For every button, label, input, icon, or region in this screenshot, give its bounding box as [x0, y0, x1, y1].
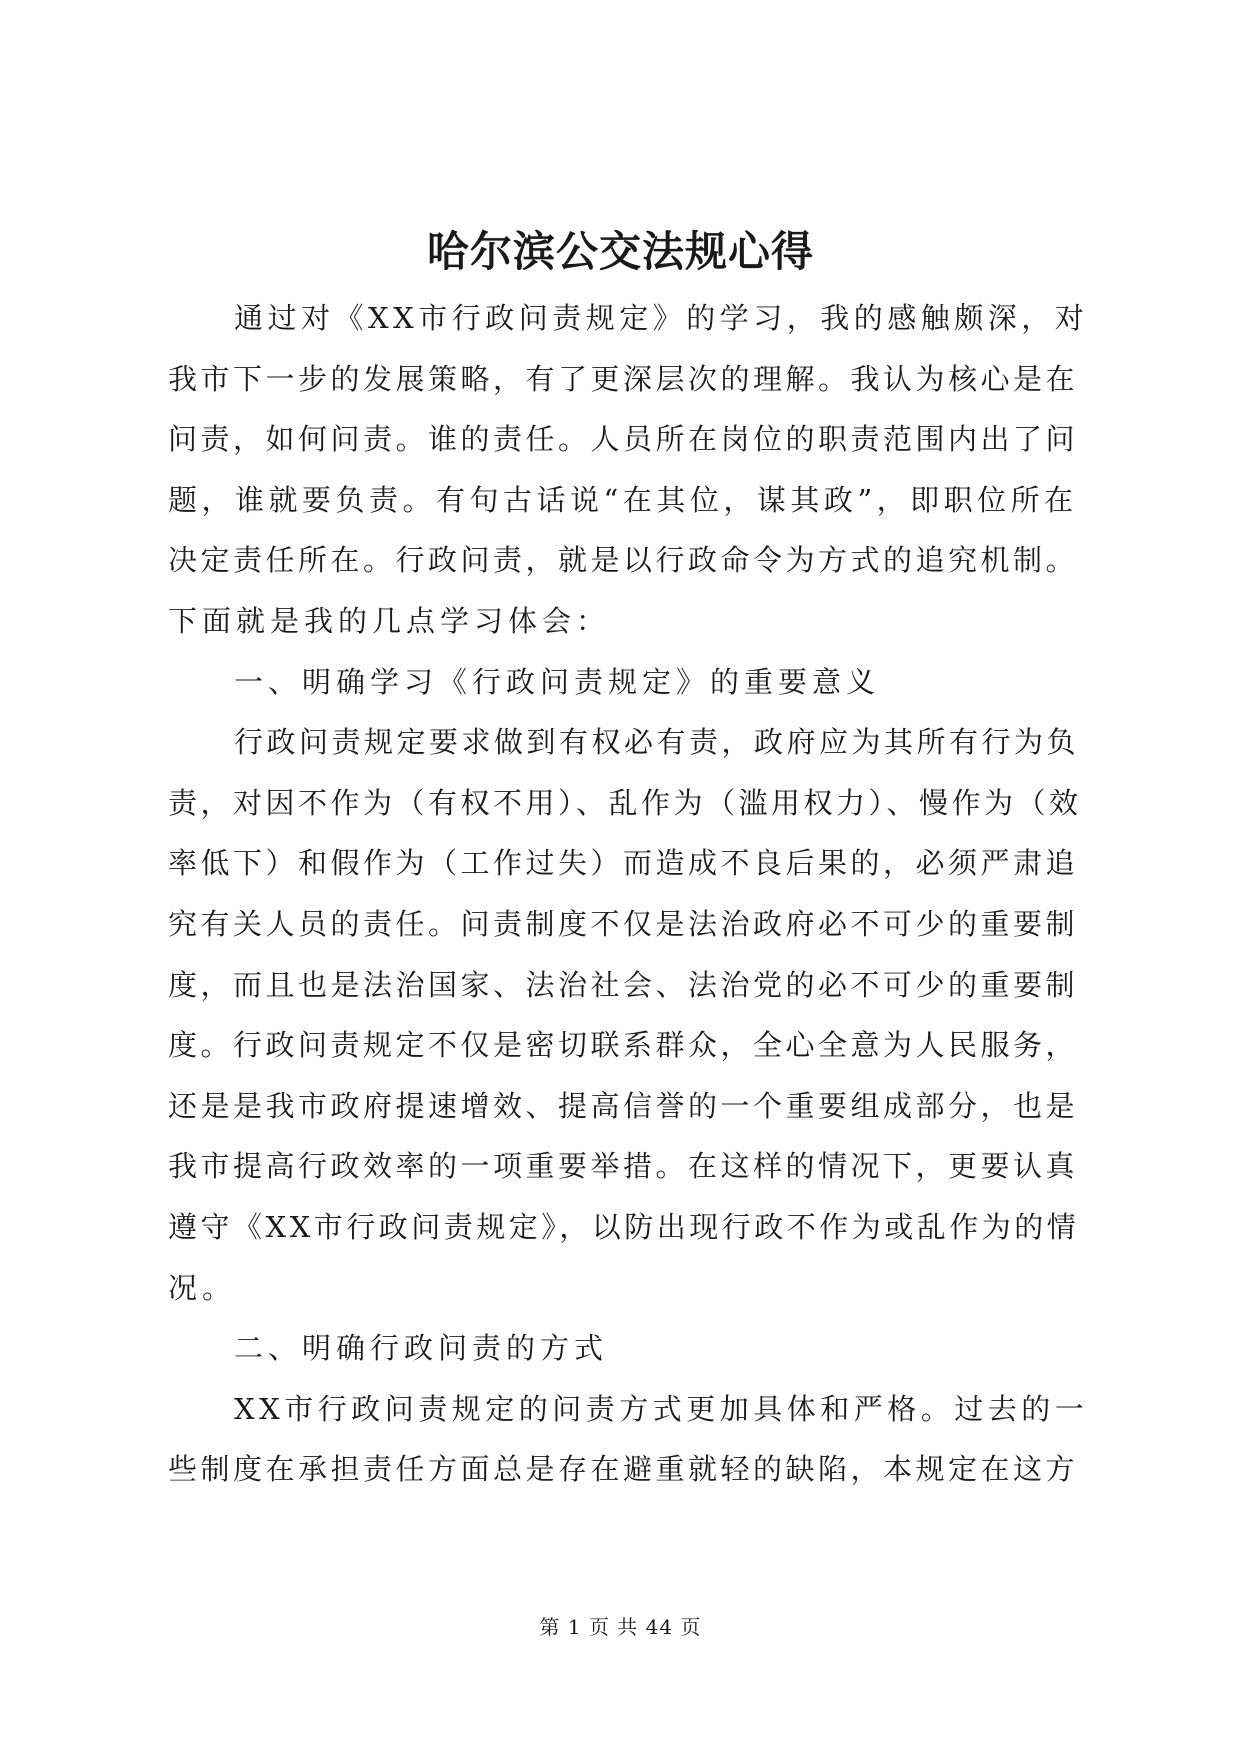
- paragraph-line: 遵守《XX市行政问责规定》，以防出现行政不作为或乱作为的情: [168, 1209, 1080, 1244]
- paragraph-line: 行政问责规定要求做到有权必有责，政府应为其所有行为负: [234, 725, 1080, 760]
- paragraph-line: 下面就是我的几点学习体会：: [168, 603, 611, 638]
- document-body: [168, 288, 1088, 1500]
- paragraph-line: 通过对《XX市行政问责规定》的学习，我的感触颇深，对: [234, 301, 1089, 335]
- paragraph-line: 率低下）和假作为（工作过失）而造成不良后果的，必须严肃追: [168, 846, 1079, 881]
- paragraph-line: 我市提高行政效率的一项重要举措。在这样的情况下，更要认真: [168, 1149, 1079, 1184]
- paragraph-line: 究有关人员的责任。问责制度不仅是法治政府必不可少的重要制: [168, 906, 1079, 941]
- paragraph-line: 决定责任所在。行政问责，就是以行政命令为方式的追究机制。: [168, 543, 1079, 578]
- document-title: 哈尔滨公交法规心得: [426, 227, 814, 276]
- paragraph-line: 况。: [168, 1270, 237, 1305]
- paragraph-line: 责，对因不作为（有权不用）、乱作为（滥用权力）、慢作为（效: [168, 785, 1082, 820]
- paragraph-line: 度，而且也是法治国家、法治社会、法治党的必不可少的重要制: [168, 967, 1079, 1002]
- paragraph-line: 些制度在承担责任方面总是存在避重就轻的缺陷，本规定在这方: [168, 1452, 1079, 1487]
- paragraph-line: 度。行政问责规定不仅是密切联系群众，全心全意为人民服务，: [168, 1028, 1079, 1063]
- section-heading: 一、明确学习《行政问责规定》的重要意义: [234, 664, 881, 699]
- paragraph-line: 问责，如何问责。谁的责任。人员所在岗位的职责范围内出了问: [168, 422, 1079, 457]
- paragraph-line: 题，谁就要负责。有句古话说“在其位，谋其政”，即职位所在: [168, 482, 1078, 517]
- paragraph-line: 我市下一步的发展策略，有了更深层次的理解。我认为核心是在: [168, 361, 1079, 396]
- page-number-footer: 第 1 页 共 44 页: [539, 1615, 702, 1639]
- paragraph-line: 还是是我市政府提速增效、提高信誉的一个重要组成部分，也是: [168, 1088, 1079, 1123]
- section-heading: 二、明确行政问责的方式: [234, 1331, 609, 1366]
- paragraph-line: XX市行政问责规定的问责方式更加具体和严格。过去的一: [234, 1391, 1089, 1426]
